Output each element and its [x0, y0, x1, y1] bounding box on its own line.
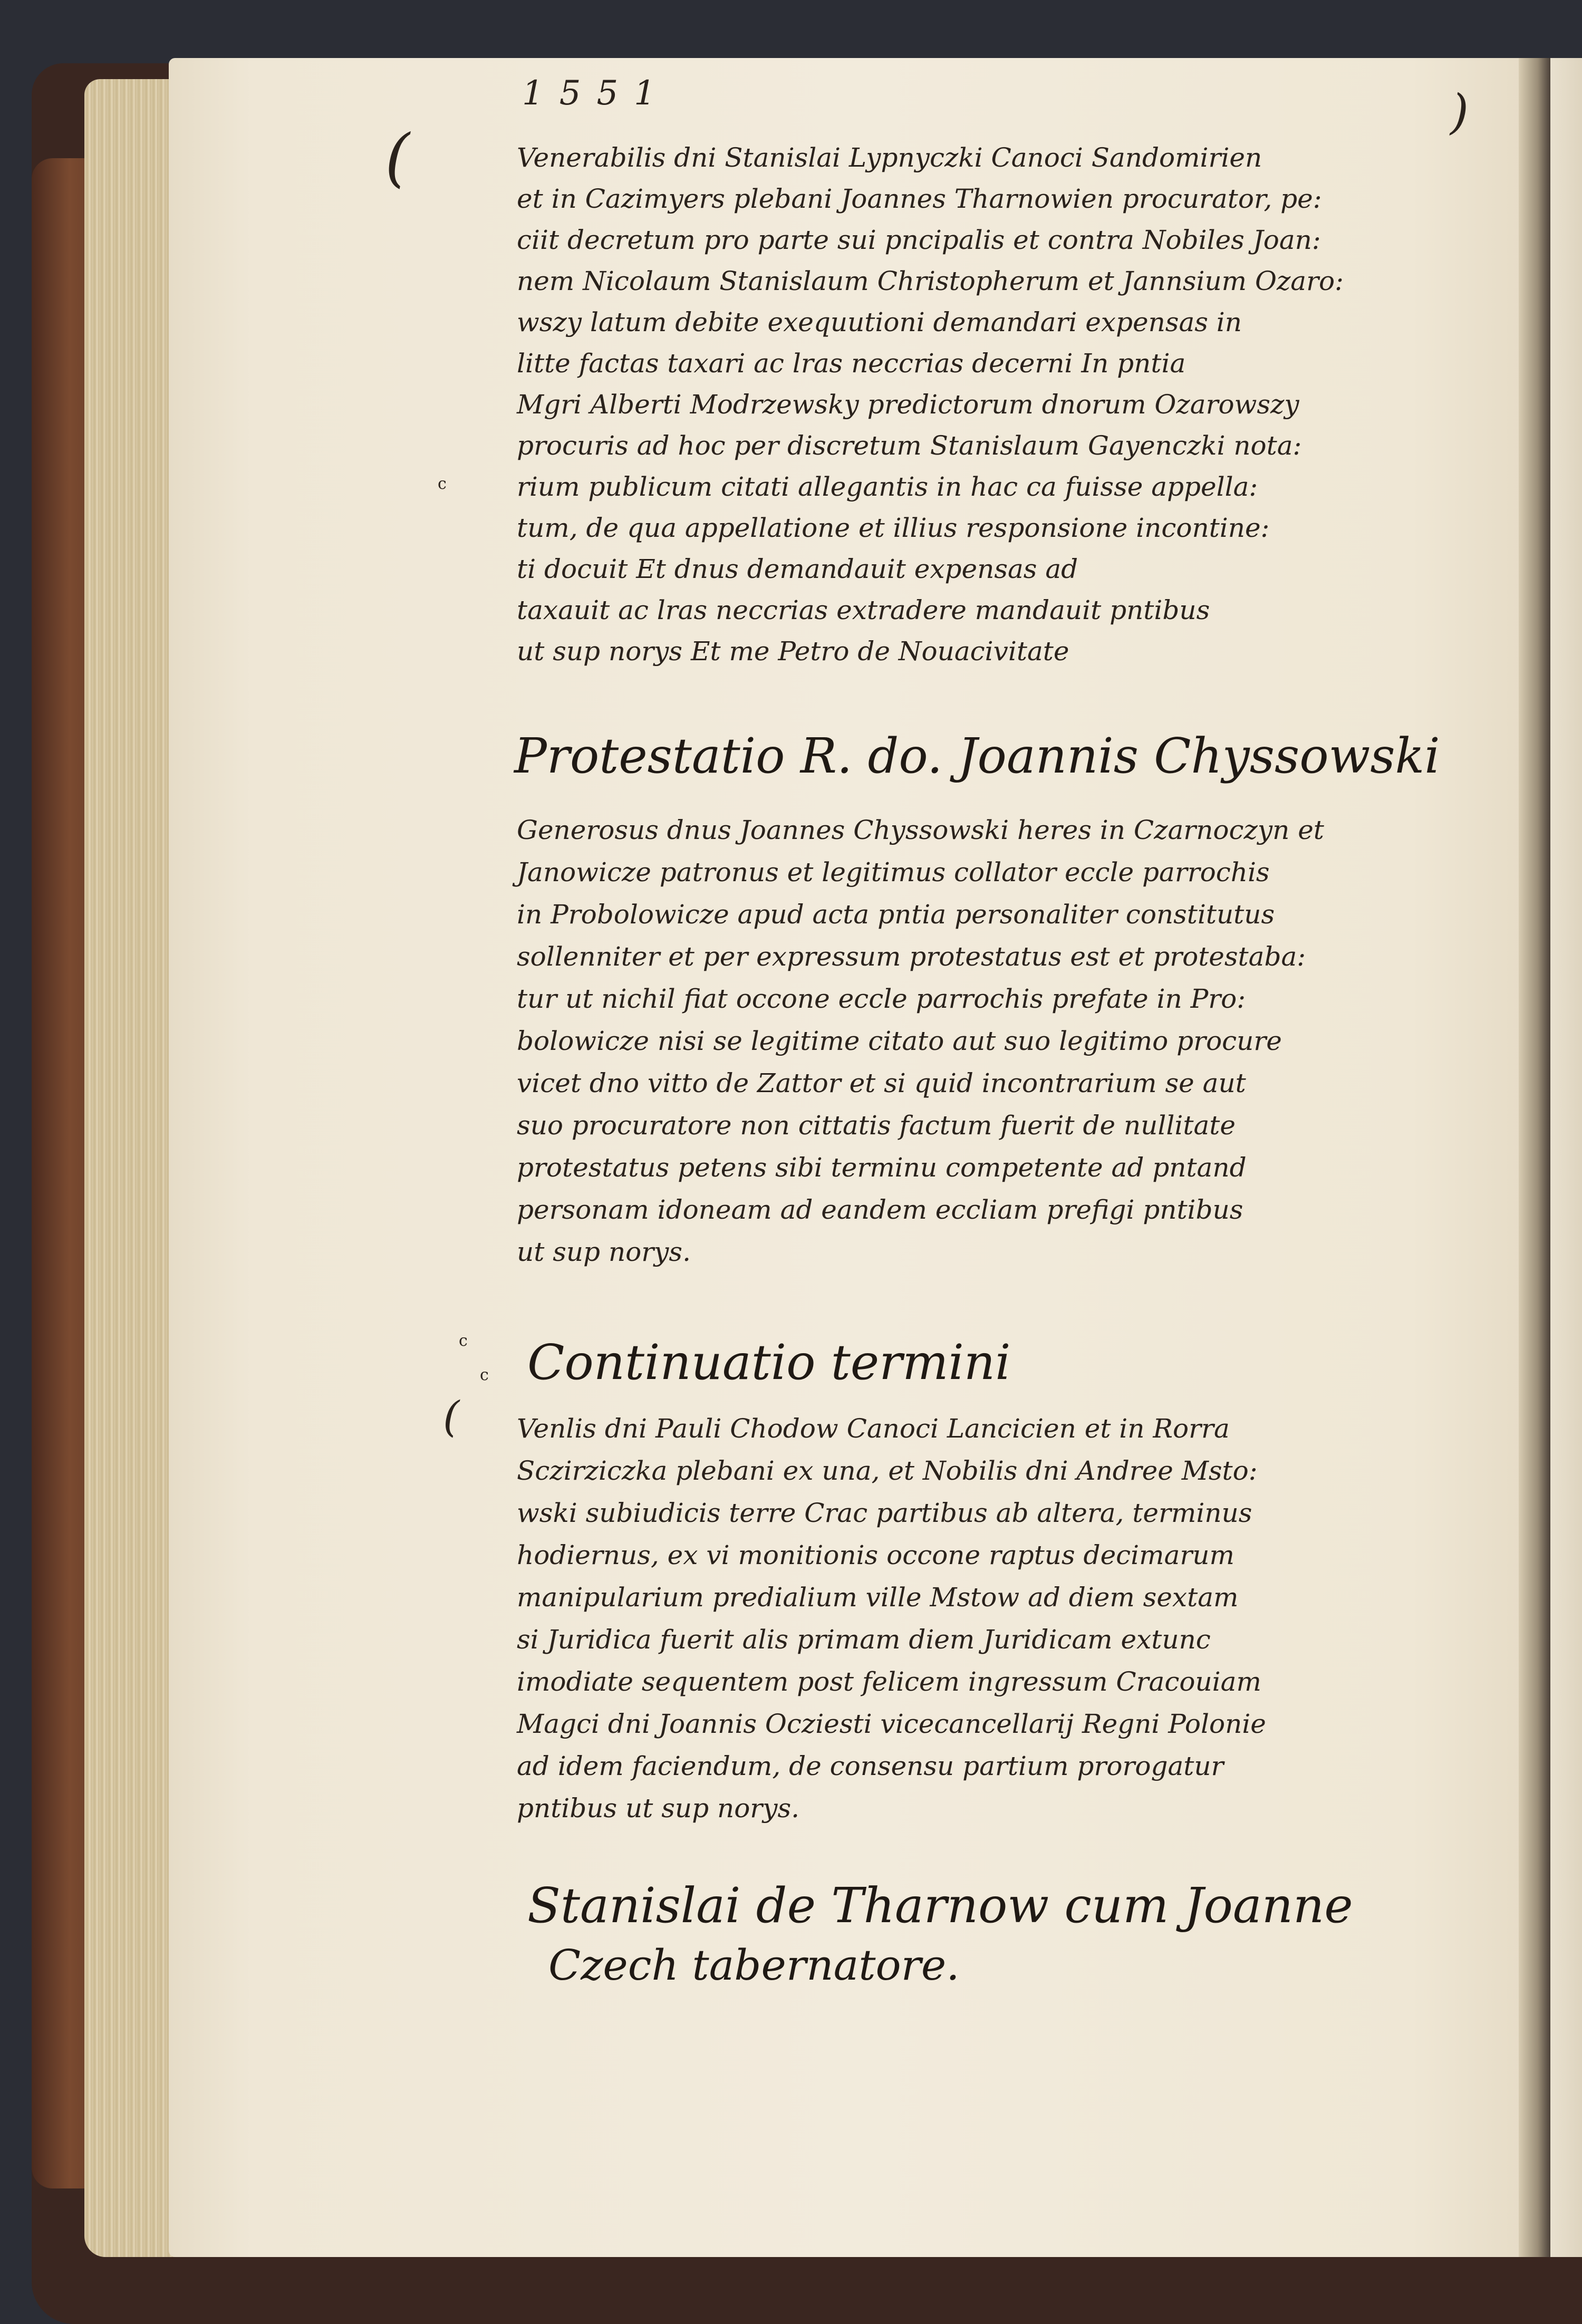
- text-line: ut sup norys.: [517, 1237, 691, 1267]
- initial-flourish: (: [385, 121, 410, 195]
- section-heading: Protestatio R. do. Joannis Chyssowski: [514, 728, 1440, 784]
- text-line: si Juridica fuerit alis primam diem Juridicam extunc: [517, 1624, 1211, 1655]
- text-line: Magci dni Joannis Ocziesti vicecancellarij Regni Polonie: [517, 1709, 1266, 1739]
- margin-flourish: ): [1450, 84, 1469, 140]
- section-heading: Continuatio termini: [527, 1334, 1011, 1391]
- text-line: ti docuit Et dnus demandauit expensas ad: [517, 554, 1078, 584]
- text-line: Venlis dni Pauli Chodow Canoci Lancicien et in Rorra: [517, 1413, 1230, 1444]
- text-line: sollenniter et per expressum protestatus est et protestaba:: [517, 941, 1306, 972]
- section-heading: Stanislai de Tharnow cum Joanne: [527, 1877, 1353, 1934]
- text-line: tur ut nichil fiat occone eccle parrochis prefate in Pro:: [517, 983, 1246, 1014]
- text-line: personam idoneam ad eandem eccliam prefigi pntibus: [517, 1194, 1243, 1225]
- text-line: wski subiudicis terre Crac partibus ab altera, terminus: [517, 1498, 1252, 1528]
- text-line: Janowicze patronus et legitimus collator eccle parrochis: [517, 857, 1270, 888]
- text-line: ut sup norys Et me Petro de Nouacivitate: [517, 636, 1069, 667]
- facing-page-edge: [1550, 58, 1582, 2257]
- page-year: 1551: [522, 74, 671, 113]
- text-line: nem Nicolaum Stanislaum Christopherum et Jannsium Ozaro:: [517, 266, 1344, 296]
- text-line: pntibus ut sup norys.: [517, 1793, 800, 1824]
- text-line: Generosus dnus Joannes Chyssowski heres in Czarnoczyn et: [517, 815, 1324, 845]
- text-line: litte factas taxari ac lras neccrias decerni In pntia: [517, 348, 1186, 379]
- text-line: rium publicum citati allegantis in hac ca fuisse appella:: [517, 471, 1258, 502]
- text-line: manipularium predialium ville Mstow ad diem sextam: [517, 1582, 1239, 1613]
- text-line: taxauit ac lras neccrias extradere mandauit pntibus: [517, 595, 1210, 625]
- text-line: suo procuratore non cittatis factum fuerit de nullitate: [517, 1110, 1236, 1141]
- text-line: wszy latum debite exequutioni demandari expensas in: [517, 307, 1242, 337]
- margin-dot: c: [480, 1366, 489, 1384]
- text-line: imodiate sequentem post felicem ingressum Cracouiam: [517, 1666, 1261, 1697]
- text-line: Mgri Alberti Modrzewsky predictorum dnorum Ozarowszy: [517, 389, 1299, 420]
- initial-flourish: (: [443, 1392, 460, 1441]
- text-line: in Probolowicze apud acta pntia personaliter constitutus: [517, 899, 1275, 930]
- text-line: ciit decretum pro parte sui pncipalis et contra Nobiles Joan:: [517, 225, 1321, 255]
- text-line: protestatus petens sibi terminu competente ad pntand: [517, 1152, 1247, 1183]
- text-line: bolowicze nisi se legitime citato aut suo legitimo procure: [517, 1026, 1282, 1056]
- text-line: procuris ad hoc per discretum Stanislaum Gayenczki nota:: [517, 430, 1302, 461]
- text-line: ad idem faciendum, de consensu partium prorogatur: [517, 1751, 1224, 1781]
- text-line: tum, de qua appellatione et illius responsione incontine:: [517, 513, 1270, 543]
- margin-dot: c: [459, 1332, 468, 1350]
- margin-dot: c: [438, 475, 447, 493]
- page-gutter: [1519, 58, 1550, 2257]
- text-line: Venerabilis dni Stanislai Lypnyczki Canoci Sandomirien: [517, 142, 1262, 173]
- text-line: vicet dno vitto de Zattor et si quid incontrarium se aut: [517, 1068, 1246, 1098]
- text-line: et in Cazimyers plebani Joannes Tharnowien procurator, pe:: [517, 184, 1322, 214]
- section-heading-continued: Czech tabernatore.: [548, 1941, 960, 1990]
- text-line: hodiernus, ex vi monitionis occone raptus decimarum: [517, 1540, 1234, 1570]
- text-line: Sczirziczka plebani ex una, et Nobilis dni Andree Msto:: [517, 1455, 1258, 1486]
